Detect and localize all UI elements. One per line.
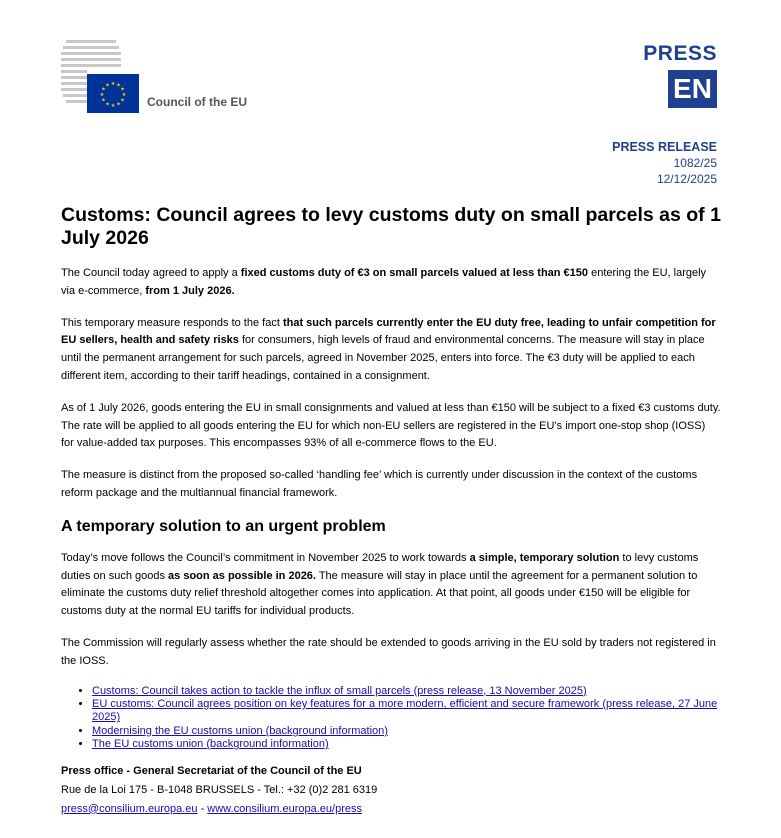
svg-text:★: ★ (121, 92, 127, 98)
council-logo (61, 40, 281, 115)
text-span: to levy customs duties on such goods (61, 551, 699, 582)
related-links-list (61, 685, 721, 752)
release-date: 12/12/2025 (656, 172, 717, 186)
release-label: PRESS RELEASE (612, 140, 717, 154)
related-link-customs-union[interactable]: The EU customs union (background information) (92, 738, 329, 751)
press-office-title: Press office - General Secretariat of the Council of the EU (61, 764, 362, 777)
release-meta (612, 139, 717, 187)
language-badge: EN (668, 70, 717, 108)
svg-text:★: ★ (101, 86, 106, 93)
section-heading: A temporary solution to an urgent problem (61, 517, 386, 535)
website-link[interactable]: www.consilium.europa.eu/press (207, 802, 362, 815)
related-link-small-parcels[interactable]: Customs: Council takes action to tackle the influx of small parcels (press release, 13 November 2025) (92, 684, 587, 697)
svg-text:★: ★ (120, 86, 125, 93)
bold-span: a simple, temporary solution (469, 551, 620, 564)
paragraph-4: The measure is distinct from the proposed so-called ‘handling fee’ which is currently under discussion in the context of the customs reform package and the multiannual financial framework. (61, 469, 698, 499)
list-item (92, 698, 721, 725)
press-label: PRESS (643, 42, 717, 65)
svg-text:★: ★ (99, 92, 105, 98)
svg-text:★: ★ (105, 101, 110, 108)
list-item (92, 685, 721, 698)
svg-text:★: ★ (105, 82, 110, 89)
page-title: Customs: Council agrees to levy customs duty on small parcels as of 1 July 2026 (61, 204, 721, 249)
press-office-address: Rue de la Loi 175 - B-1048 BRUSSELS - Tel.: +32 (0)2 281 6319 (61, 783, 378, 796)
list-item (92, 738, 721, 751)
related-link-modernising[interactable]: Modernising the EU customs union (background information) (92, 724, 388, 737)
svg-text:★: ★ (110, 81, 116, 87)
text-span: entering the EU, largely via e-commerce, (61, 267, 707, 297)
press-badge (617, 43, 717, 108)
org-name: Council of the EU (147, 95, 247, 109)
svg-text:★: ★ (116, 101, 121, 108)
svg-text:★: ★ (120, 97, 125, 104)
eu-flag-icon (87, 74, 139, 113)
release-number: 1082/25 (673, 156, 717, 170)
text-span: The Council today agreed to apply a (61, 267, 241, 279)
press-office-contacts (61, 800, 721, 819)
article-body (61, 204, 721, 819)
text-span: The measure will stay in place until the agreement for a permanent solution to eliminate the customs duty relief threshold altogether comes into application. At that point, all goods under €150 will be eligible for customs duty at the normal EU tariffs for individual products. (61, 569, 698, 618)
paragraph-2 (61, 315, 721, 386)
related-link-customs-position[interactable]: EU customs: Council agrees position on key features for a more modern, efficient and secure framework (press release, 27 June 2025) (92, 697, 718, 724)
paragraph-3: As of 1 July 2026, goods entering the EU in small consignments and valued at less than €150 will be subject to a fixed €3 customs duty. The rate will be applied to all goods entering the EU for which non-EU sellers are registered in the EU’s import one-stop shop (IOSS) for value-added tax purposes. This encompasses 93% of all e-commerce flows to the EU. (61, 401, 721, 450)
email-link[interactable]: press@consilium.europa.eu (61, 802, 198, 815)
svg-text:★: ★ (116, 82, 121, 89)
separator: - (197, 802, 208, 815)
list-item (92, 725, 721, 738)
text-span: Today’s move follows the Council’s commitment in November 2025 to work towards (61, 551, 470, 564)
text-span: for consumers, high levels of fraud and environmental concerns. The measure will stay in place until the permanent arrangement for such parcels, agreed in November 2025, enters into force. The €3 duty will be applied to each different item, according to their tariff headings, contained in a consignment. (61, 334, 705, 382)
paragraph-6: The Commission will regularly assess whether the rate should be extended to goods arriving in the EU sold by traders not registered in the IOSS. (61, 636, 716, 667)
text-span: This temporary measure responds to the fact (61, 316, 283, 329)
svg-text:★: ★ (110, 103, 116, 109)
bold-span: fixed customs duty of €3 on small parcels valued at less than €150 (240, 267, 589, 279)
paragraph-5 (61, 550, 721, 621)
paragraph-1 (61, 265, 721, 301)
bold-span: that such parcels currently enter the EU duty free, leading to unfair competition for EU sellers, health and safety risks (61, 316, 716, 347)
svg-text:★: ★ (101, 97, 106, 104)
bold-span: as soon as possible in 2026. (168, 569, 316, 582)
bold-span: from 1 July 2026. (145, 284, 235, 297)
